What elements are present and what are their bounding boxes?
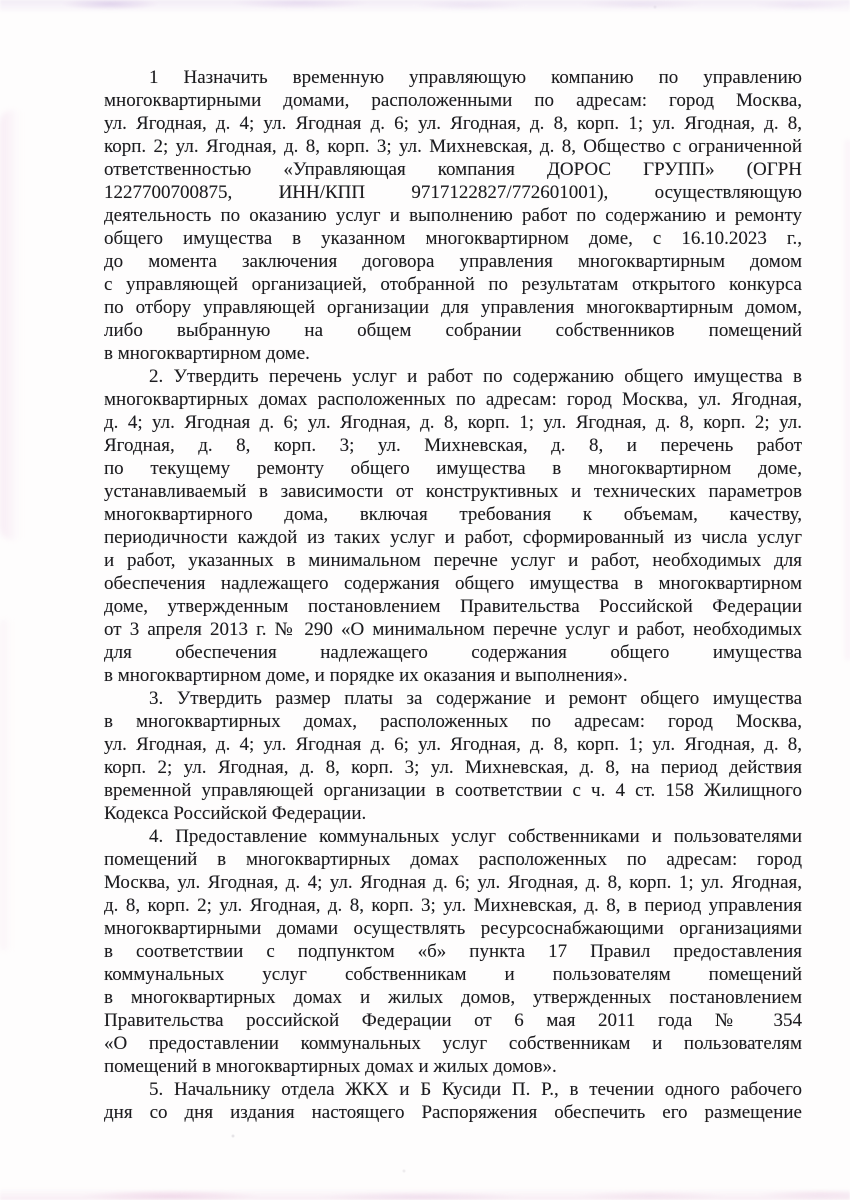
text-line: ул. Ягодная, д. 4; ул. Ягодная д. 6; ул. Ягодная, д. 8, корп. 1; ул. Ягодная, д. 8,: [104, 734, 802, 755]
paragraph-2: [104, 365, 802, 687]
text-line: Кодекса Российской Федерации.: [104, 803, 367, 824]
text-line: для обеспечения надлежащего содержания общего имущества: [104, 642, 802, 663]
text-line: корп. 2; ул. Ягодная, д. 8, корп. 3; ул. Михневская, д. 8, Общество с ограниченной: [104, 136, 802, 157]
text-line: д. 8, корп. 2; ул. Ягодная, д. 8, корп. 3; ул. Михневская, д. 8, в период управления: [104, 895, 802, 916]
text-line: Ягодная, д. 8, корп. 3; ул. Михневская, д. 8, и перечень работ: [104, 435, 802, 456]
text-line: и работ, указанных в минимальном перечне услуг и работ, необходимых для: [104, 550, 802, 571]
text-line: до момента заключения договора управления многоквартирным домом: [104, 251, 802, 272]
text-line: общего имущества в указанном многоквартирном доме, с 16.10.2023 г.,: [104, 228, 802, 249]
text-line: многоквартирными домами осуществлять ресурсоснабжающими организациями: [104, 918, 802, 939]
text-line: многоквартирных домах расположенных по адресам: город Москва, ул. Ягодная,: [104, 389, 802, 410]
paragraph-3: [104, 687, 802, 825]
text-line: дня со дня издания настоящего Распоряжения обеспечить его размещение: [104, 1102, 802, 1123]
scan-artifact-left-edge-lower: [0, 620, 16, 950]
text-line: ул. Ягодная, д. 4; ул. Ягодная д. 6; ул. Ягодная, д. 8, корп. 1; ул. Ягодная, д. 8,: [104, 113, 802, 134]
text-line: 2. Утвердить перечень услуг и работ по содержанию общего имущества в: [149, 366, 802, 387]
text-line: деятельность по оказанию услуг и выполнению работ по содержанию и ремонту: [104, 205, 802, 226]
text-line: д. 4; ул. Ягодная д. 6; ул. Ягодная, д. 8, корп. 1; ул. Ягодная, д. 8, корп. 2; ул.: [104, 412, 802, 433]
paragraph-5: [104, 1078, 802, 1124]
text-line: коммунальных услуг собственникам и пользователям помещений: [104, 964, 802, 985]
text-line: по отбору управляющей организации для управления многоквартирным домом,: [104, 297, 802, 318]
text-line: 1 Назначить временную управляющую компанию по управлению: [149, 67, 802, 88]
text-line: в многоквартирном доме, и порядке их оказания и выполнения».: [104, 665, 628, 686]
text-line: с управляющей организацией, отобранной по результатам открытого конкурса: [104, 274, 802, 295]
text-line: многоквартирного дома, включая требования к объемам, качеству,: [104, 504, 802, 525]
text-line: 3. Утвердить размер платы за содержание и ремонт общего имущества: [149, 688, 802, 709]
text-line: ответственностью «Управляющая компания ДОРОС ГРУПП» (ОГРН: [104, 159, 802, 180]
text-line: Москва, ул. Ягодная, д. 4; ул. Ягодная д. 6; ул. Ягодная, д. 8, корп. 1; ул. Ягодная,: [104, 872, 802, 893]
paragraph-1: [104, 66, 802, 365]
scan-artifact-bottom-edge: [0, 1180, 850, 1200]
text-line: помещений в многоквартирных домах расположенных по адресам: город: [104, 849, 802, 870]
scan-artifact-top-edge: [0, 0, 850, 18]
text-line: по текущему ремонту общего имущества в многоквартирном доме,: [104, 458, 802, 479]
scan-artifact-right-edge: [842, 140, 850, 660]
text-line: в многоквартирном доме.: [104, 343, 310, 364]
text-line: 4. Предоставление коммунальных услуг собственниками и пользователями: [149, 826, 802, 847]
text-line: от 3 апреля 2013 г. № 290 «О минимальном перечне услуг и работ, необходимых: [104, 619, 802, 640]
text-line: 5. Начальнику отдела ЖКХ и Б Кусиди П. Р., в течении одного рабочего: [149, 1079, 802, 1100]
text-line: в многоквартирных домах, расположенных по адресам: город Москва,: [104, 711, 802, 732]
text-line: 1227700700875, ИНН/КПП 9717122827/772601001), осуществляющую: [104, 182, 802, 203]
text-line: устанавливаемый в зависимости от конструктивных и технических параметров: [104, 481, 802, 502]
document-body: [104, 66, 802, 1124]
text-line: обеспечения надлежащего содержания общего имущества в многоквартирном: [104, 573, 802, 594]
text-line: помещений в многоквартирных домах и жилых домов».: [104, 1056, 557, 1077]
paragraph-4: [104, 825, 802, 1078]
text-line: временной управляющей организации в соответствии с ч. 4 ст. 158 Жилищного: [104, 780, 802, 801]
text-line: периодичности каждой из таких услуг и работ, сформированный из числа услуг: [104, 527, 802, 548]
scan-artifact-left-edge: [0, 110, 26, 540]
text-line: в соответствии с подпунктом «б» пункта 17 Правил предоставления: [104, 941, 802, 962]
text-line: либо выбранную на общем собрании собственников помещений: [104, 320, 802, 341]
text-line: Правительства российской Федерации от 6 мая 2011 года № 354: [104, 1010, 802, 1031]
text-line: многоквартирными домами, расположенными по адресам: город Москва,: [104, 90, 802, 111]
text-line: «О предоставлении коммунальных услуг собственникам и пользователям: [104, 1033, 802, 1054]
text-line: доме, утвержденным постановлением Правительства Российской Федерации: [104, 596, 802, 617]
text-line: в многоквартирных домах и жилых домов, утвержденных постановлением: [104, 987, 802, 1008]
text-line: корп. 2; ул. Ягодная, д. 8, корп. 3; ул. Михневская, д. 8, на период действия: [104, 757, 802, 778]
